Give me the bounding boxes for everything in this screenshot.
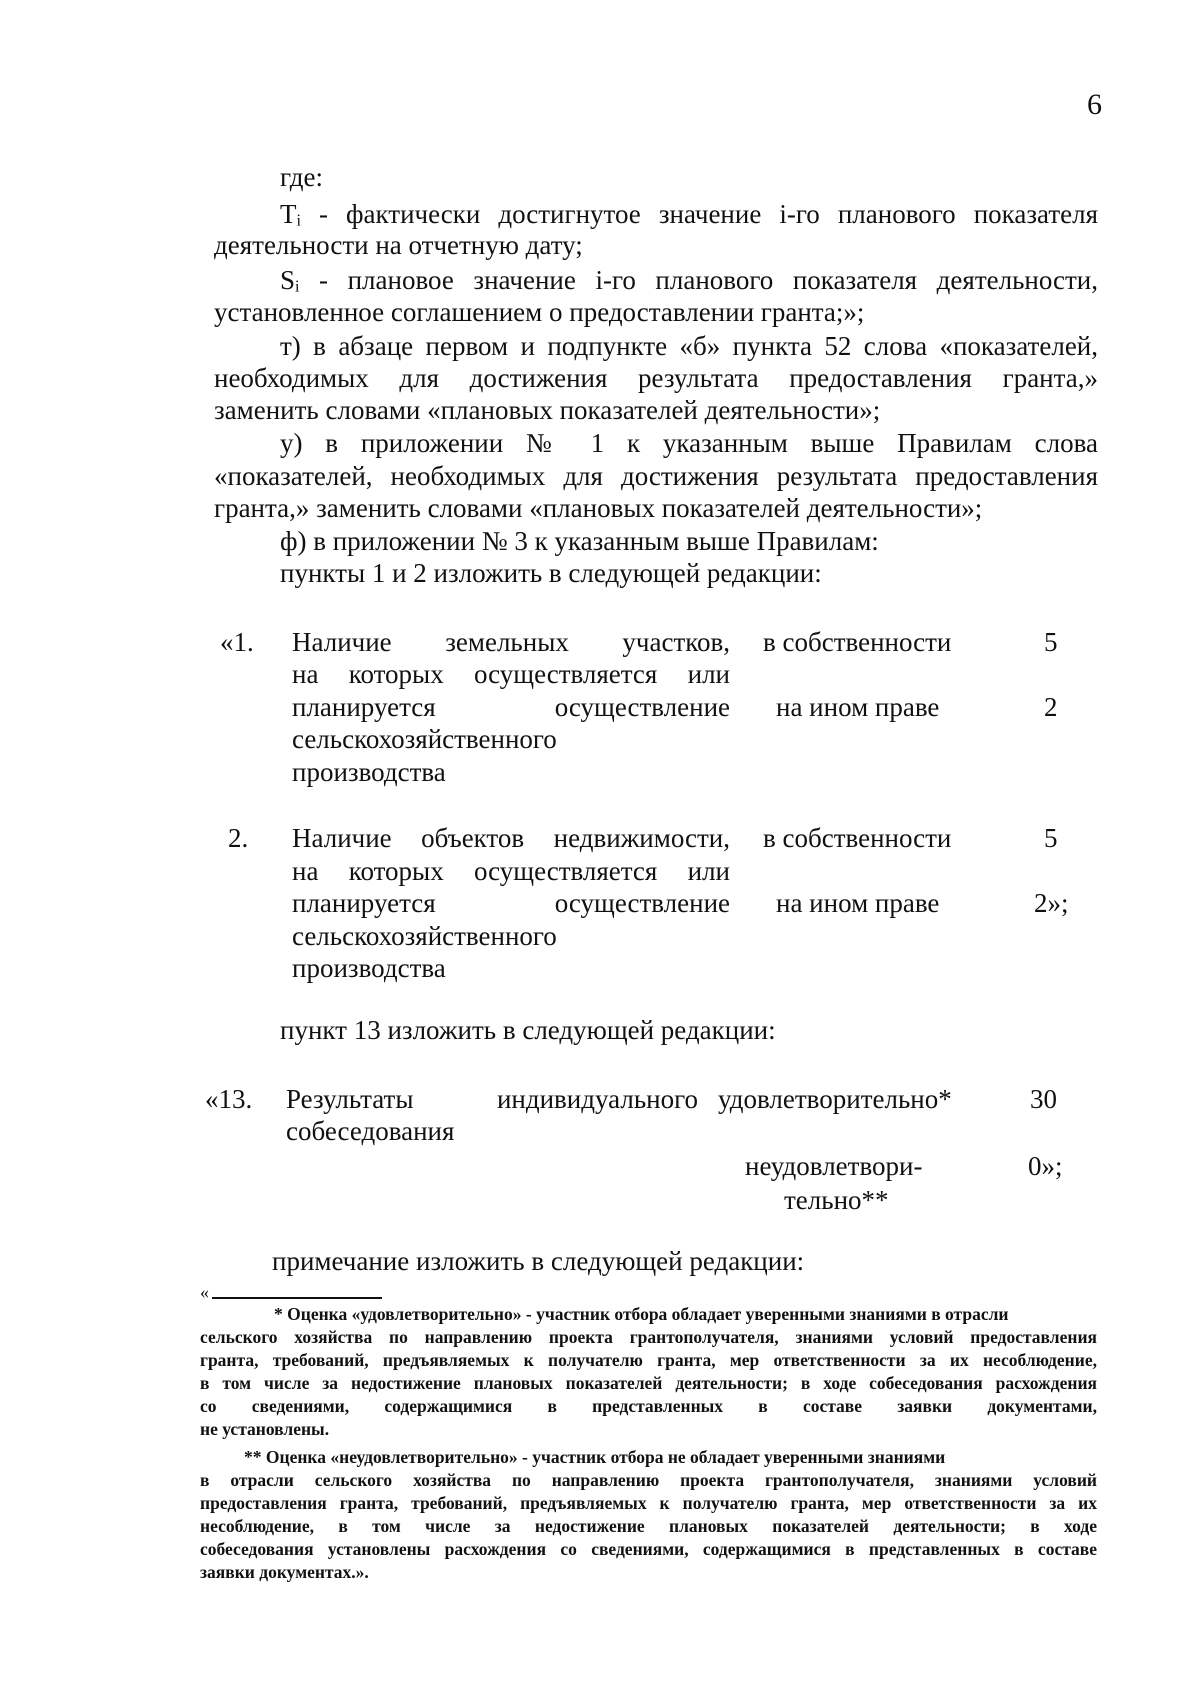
footnote-line: * Оценка «удовлетворительно» - участник отбора обладает уверенными знаниями в отрасли (274, 1304, 1009, 1324)
criteria-text-line: производства (292, 757, 446, 787)
criteria-text-line: Наличие объектов недвижимости, (292, 823, 730, 853)
footnote-line: предоставления гранта, требований, предъявляемых к получателю гранта, мер ответственности за их (200, 1493, 1097, 1513)
criteria-text-line: на которых осуществляется или (292, 659, 730, 689)
criteria-number: 2. (228, 823, 249, 853)
body-line: заменить словами «плановых показателей деятельности»; (214, 395, 881, 425)
criteria-number: «13. (205, 1084, 253, 1114)
criteria-text-line: планируется осуществление (292, 888, 730, 918)
footnote-line: со сведениями, содержащимися в представленных в составе заявки документами, (200, 1396, 1097, 1416)
footnote-line: не установлены. (200, 1419, 330, 1439)
body-line: «показателей, необходимых для достижения результата предоставления (214, 461, 1098, 491)
body-line: пункты 1 и 2 изложить в следующей редакции: (280, 558, 822, 588)
body-line: Tᵢ - фактически достигнутое значение i-го планового показателя (280, 199, 1098, 229)
body-line: примечание изложить в следующей редакции: (272, 1246, 805, 1276)
body-line: ф) в приложении № 3 к указанным выше Правилам: (280, 526, 879, 556)
body-line: необходимых для достижения результата предоставления гранта,» (214, 363, 1098, 393)
criteria-text-line: сельскохозяйственного (292, 921, 557, 951)
footnote-line: собеседования установлены расхождения со сведениями, содержащимися в представленных в составе (200, 1539, 1097, 1559)
criteria-option: на ином праве (776, 692, 940, 722)
page-number: 6 (1087, 88, 1102, 121)
criteria-text-line: на которых осуществляется или (292, 856, 730, 886)
criteria-number: «1. (220, 627, 254, 657)
footnote-line: несоблюдение, в том числе за недостижение плановых показателей деятельности; в ходе (200, 1516, 1097, 1536)
criteria-text-line: планируется осуществление (292, 692, 730, 722)
criteria-option: в собственности (763, 627, 952, 657)
criteria-text-line: сельскохозяйственного (292, 724, 557, 754)
footnote-line: в отрасли сельского хозяйства по направлению проекта грантополучателя, знаниями условий (200, 1470, 1097, 1490)
body-line: пункт 13 изложить в следующей редакции: (280, 1015, 776, 1045)
criteria-text-line: собеседования (286, 1116, 455, 1146)
criteria-points: 30 (1030, 1084, 1057, 1114)
footnote-line: заявки документах.». (200, 1562, 369, 1582)
body-line: установленное соглашением о предоставлении гранта;»; (214, 297, 865, 327)
footnote-separator (212, 1297, 382, 1299)
footnote-open-quote: « (200, 1282, 209, 1302)
criteria-option: тельно** (784, 1185, 889, 1215)
body-line: где: (280, 162, 323, 192)
criteria-option: на ином праве (776, 888, 940, 918)
body-line: у) в приложении № 1 к указанным выше Правилам слова (280, 428, 1098, 458)
criteria-text-line: Результаты индивидуального (286, 1084, 698, 1114)
footnote-line: гранта, требований, предъявляемых к получателю гранта, мер ответственности за их несоблюдение, (200, 1350, 1097, 1370)
criteria-option: в собственности (763, 823, 952, 853)
criteria-text-line: Наличие земельных участков, (292, 627, 730, 657)
body-line: Sᵢ - плановое значение i-го планового показателя деятельности, (280, 265, 1098, 295)
criteria-text-line: производства (292, 953, 446, 983)
body-line: т) в абзаце первом и подпункте «б» пункта 52 слова «показателей, (280, 331, 1098, 361)
footnote-line: в том числе за недостижение плановых показателей деятельности; в ходе собеседования расхождения (200, 1373, 1097, 1393)
criteria-points: 2 (1044, 692, 1058, 722)
footnote-line: ** Оценка «неудовлетворительно» - участник отбора не обладает уверенными знаниями (244, 1447, 946, 1467)
criteria-points: 2»; (1034, 888, 1069, 918)
criteria-points: 5 (1044, 627, 1058, 657)
criteria-points: 5 (1044, 823, 1058, 853)
criteria-points: 0»; (1028, 1151, 1063, 1181)
criteria-option: неудовлетвори- (745, 1151, 923, 1181)
footnote-line: сельского хозяйства по направлению проекта грантополучателя, знаниями условий предоставления (200, 1327, 1097, 1347)
criteria-option: удовлетворительно* (718, 1084, 952, 1114)
body-line: деятельности на отчетную дату; (214, 230, 583, 260)
body-line: гранта,» заменить словами «плановых показателей деятельности»; (214, 493, 983, 523)
